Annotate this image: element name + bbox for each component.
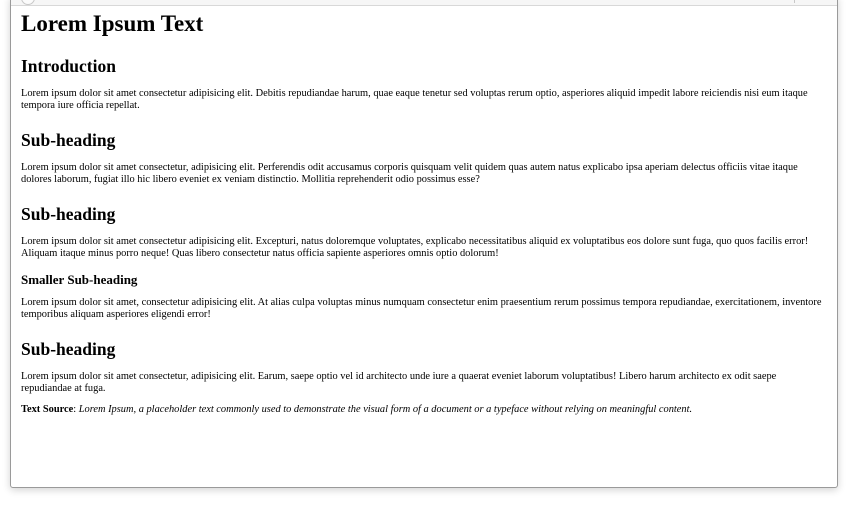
sub-heading-3-paragraph: Lorem ipsum dolor sit amet consectetur, adipisicing elit. Earum, saepe optio vel id architecto unde iure a quaerat eveniet laborum voluptatibus! Libero harum architecto ex odit saepe repudiandae at fuga. (21, 371, 777, 394)
browser-window (10, 0, 838, 488)
toolbar-divider (794, 0, 795, 3)
text-source-separator: : (73, 404, 79, 415)
text-source-description: Lorem Ipsum, a placeholder text commonly used to demonstrate the visual form of a document or a typeface without relying on meaningful content. (78, 404, 693, 415)
window-control-icon[interactable] (21, 0, 35, 5)
text-source-label: Text Source (21, 404, 74, 415)
document-body (21, 11, 827, 428)
smaller-sub-heading-paragraph: Lorem ipsum dolor sit amet, consectetur adipisicing elit. At alias culpa voluptas minus numquam consectetur enim praesentium rerum possimus tempora repudiandae, exercitationem, inventore temporibus aliquam asperiores eligendi error! (21, 297, 822, 320)
text-source (21, 404, 827, 416)
sub-heading-3: Sub-heading (21, 339, 116, 359)
window-top-strip (11, 0, 837, 6)
smaller-sub-heading: Smaller Sub-heading (21, 272, 138, 287)
sub-heading-1: Sub-heading (21, 130, 116, 150)
introduction-paragraph: Lorem ipsum dolor sit amet consectetur adipisicing elit. Debitis repudiandae harum, quae eaque tenetur sed voluptas rerum optio, asperiores aliquid impedit labore reiciendis nisi eum itaque tempora iure officia repellat. (21, 88, 808, 111)
page-title: Lorem Ipsum Text (21, 11, 204, 36)
sub-heading-1-paragraph: Lorem ipsum dolor sit amet consectetur, adipisicing elit. Perferendis odit accusamus corporis quisquam velit quidem quas autem natus explicabo ipsa aperiam delectus officiis vitae itaque dolores laborum, fugiat illo hic libero eveniet ex veniam distinctio. Mollitia reprehenderit odio possimus esse? (21, 162, 798, 185)
sub-heading-2: Sub-heading (21, 204, 116, 224)
sub-heading-2-paragraph: Lorem ipsum dolor sit amet consectetur adipisicing elit. Excepturi, natus doloremque voluptates, explicabo necessitatibus aliquid ex voluptatibus eos dolore sunt fuga, quo quos facilis error! Aliquam itaque minus porro neque! Quas libero consectetur natus officia sapiente asperiores omnis optio dolorum! (21, 236, 809, 259)
introduction-heading: Introduction (21, 56, 116, 76)
